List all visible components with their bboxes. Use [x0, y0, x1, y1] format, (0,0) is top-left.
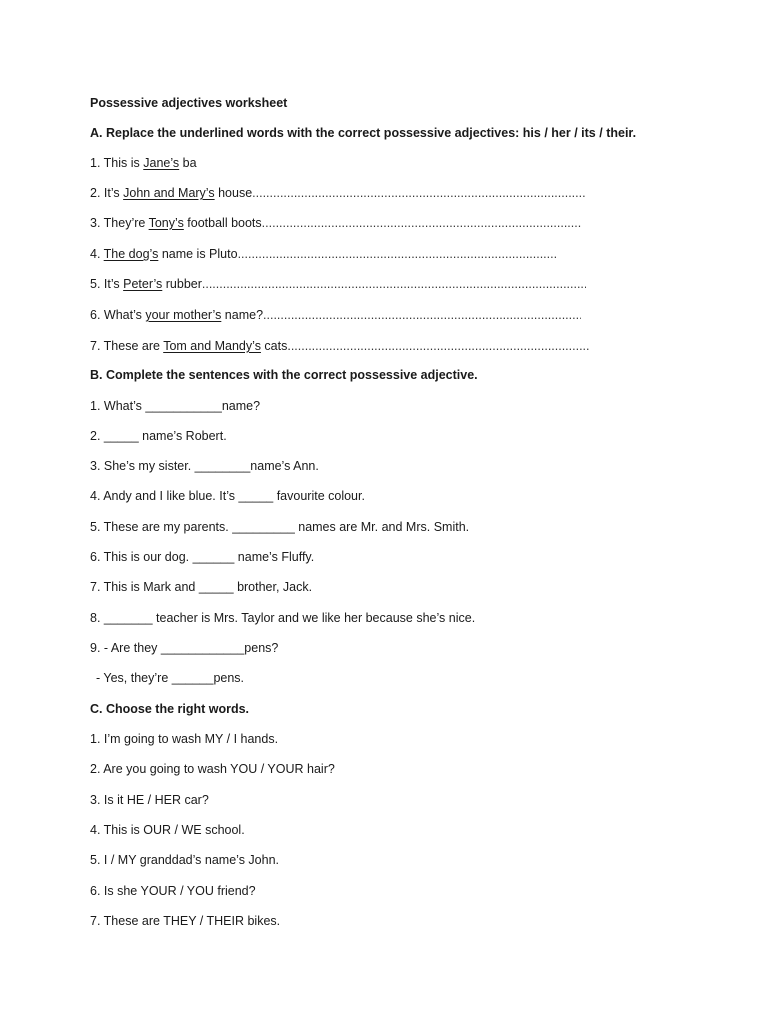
section-b-heading: B. Complete the sentences with the correct possessive adjective. [90, 368, 478, 382]
exercise-a-item-1 [90, 154, 197, 172]
exercise-b-item-answer: - Yes, they’re ______pens. [96, 671, 245, 685]
exercise-a-item-5 [90, 275, 586, 293]
section-a-heading-separator: / [544, 126, 548, 140]
section-a-heading [90, 124, 636, 142]
section-a-heading-part: its [577, 126, 600, 140]
exercise-b-item: 4. Andy and I like blue. It’s _____ favourite colour. [90, 489, 365, 503]
answer-dotted-line [202, 275, 586, 293]
item-text: football boots [183, 216, 262, 230]
item-text: rubber [162, 277, 202, 291]
section-a-heading-part: her [547, 126, 575, 140]
item-text: name? [221, 308, 264, 322]
section-a-heading-separator: / [574, 126, 578, 140]
exercise-b-item: 2. _____ name’s Robert. [90, 429, 227, 443]
underlined-words: Peter’s [123, 277, 163, 291]
item-text: cats. [260, 339, 291, 353]
section-a-heading-part: their. [602, 126, 637, 140]
underlined-words: Tony’s [148, 216, 184, 230]
exercise-c-item: 5. I / MY granddad’s name’s John. [90, 853, 280, 867]
exercise-b-item: 1. What’s ___________name? [90, 399, 261, 413]
exercise-c-item: 3. Is it HE / HER car? [90, 793, 209, 807]
exercise-b-item: 5. These are my parents. _________ names are Mr. and Mrs. Smith. [90, 520, 470, 534]
exercise-c-item: 4. This is OUR / WE school. [90, 823, 245, 837]
item-text: 3. They’re [90, 216, 149, 230]
answer-dotted-line [263, 306, 581, 324]
underlined-words: Tom and Mandy’s [163, 339, 261, 353]
exercise-a-item-3 [90, 214, 582, 232]
item-text: 5. It’s [90, 277, 124, 291]
section-a-heading-part: A. Replace the underlined words with the correct possessive adjectives: his [90, 126, 545, 140]
exercise-b-item: 3. She’s my sister. ________name’s Ann. [90, 459, 319, 473]
underlined-words: The dog’s [103, 247, 159, 261]
exercise-b-item: 6. This is our dog. ______ name’s Fluffy. [90, 550, 315, 564]
exercise-b-item: 7. This is Mark and _____ brother, Jack. [90, 580, 313, 594]
section-a-heading-separator: / [599, 126, 603, 140]
exercise-a-item-7 [90, 337, 589, 355]
exercise-b-item: 8. _______ teacher is Mrs. Taylor and we like her because she’s nice. [90, 611, 476, 625]
exercise-a-item-4 [90, 245, 558, 263]
exercise-a-item-2 [90, 184, 585, 202]
exercise-b-item: 9. - Are they ____________pens? [90, 641, 279, 655]
answer-dotted-line [238, 245, 558, 263]
item-text: 7. These are [90, 339, 164, 353]
exercise-c-item: 1. I’m going to wash MY / I hands. [90, 732, 279, 746]
item-text: 1. This is [90, 156, 144, 170]
exercise-c-item: 7. These are THEY / THEIR bikes. [90, 914, 281, 928]
underlined-words: your mother’s [145, 308, 222, 322]
section-c-heading: C. Choose the right words. [90, 702, 250, 716]
item-text: 4. [90, 247, 104, 261]
page-title: Possessive adjectives worksheet [90, 96, 288, 110]
answer-dotted-line [252, 184, 585, 202]
item-text: name is Pluto [158, 247, 238, 261]
exercise-c-item: 6. Is she YOUR / YOU friend? [90, 884, 256, 898]
underlined-words: Jane’s [143, 156, 180, 170]
exercise-a-item-6 [90, 306, 581, 324]
answer-dotted-line [291, 337, 589, 355]
underlined-words: John and Mary’s [123, 186, 215, 200]
item-text: ba [179, 156, 197, 170]
item-text: 6. What’s [90, 308, 146, 322]
item-text: house [214, 186, 253, 200]
exercise-c-item: 2. Are you going to wash YOU / YOUR hair? [90, 762, 335, 776]
answer-dotted-line [262, 214, 582, 232]
item-text: 2. It’s [90, 186, 124, 200]
